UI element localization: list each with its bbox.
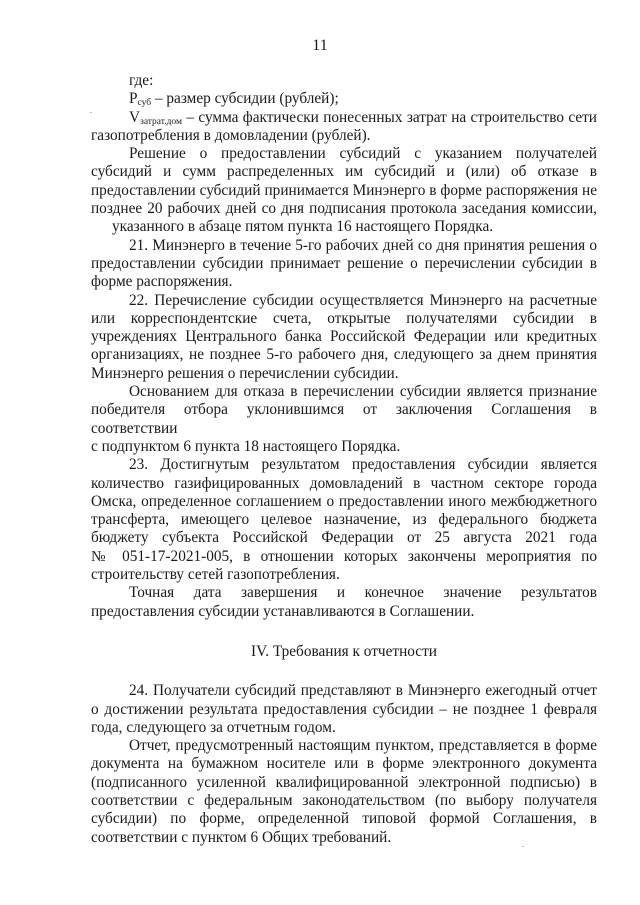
page-number: 11: [312, 37, 328, 54]
text-line: Основанием для отказа в перечислении субсидии является признание: [129, 383, 597, 401]
scan-speck: [522, 846, 524, 847]
paragraph-21-line: 21. Минэнерго в течение 5-го рабочих дней со дня принятия решения о: [129, 236, 597, 254]
text-line: газопотребления в домовладении (рублей).: [91, 126, 371, 144]
text-line: Отчет, предусмотренный настоящим пунктом, представляется в форме: [129, 737, 597, 755]
scan-speck: [90, 112, 92, 113]
paragraph-23-line: строительству сетей газопотребления.: [91, 566, 340, 584]
text-line: указанного в абзаце пятом пункта 16 настоящего Порядка.: [112, 218, 494, 236]
paragraph-22-line: Минэнерго решения о перечислении субсидии.: [91, 364, 399, 382]
subscript-sub: суб: [137, 98, 152, 109]
document-body: [91, 72, 597, 847]
paragraph-22-line: организациях, не позднее 5-го рабочего дня, следующего за днем принятия: [91, 346, 597, 364]
subscript-zatrat-dom: затрат.дом: [140, 116, 183, 127]
text-line: субсидий и сумм распределенных им субсидий и (или) об отказе в: [91, 163, 597, 181]
formula-term-p-sub: [91, 90, 597, 108]
paragraph-22-line: учреждениях Центрального банка Российской Федерации или кредитных: [91, 328, 597, 346]
paragraph-21-line: предоставлении субсидии принимает решение о перечислении субсидии в: [91, 254, 597, 272]
definition-text: – сумма фактически понесенных затрат на строительство сети: [182, 108, 597, 126]
text-line: Решение о предоставлении субсидий с указанием получателей: [129, 145, 597, 163]
text-line: документа на бумажном носителе или в форме электронного документа: [91, 755, 597, 773]
paragraph-23-line: Омска, определенное соглашением о предоставлении иного межбюджетного: [91, 492, 597, 510]
paragraph-21-line: форме распоряжения.: [91, 273, 233, 291]
paragraph-24-line: года, следующего за отчетным годом.: [91, 718, 336, 736]
text-line: позднее 20 рабочих дней со дня подписания протокола заседания комиссии,: [91, 200, 597, 218]
text-line: соответствии с пунктом 6 Общих требований.: [91, 828, 392, 846]
section-heading: IV. Требования к отчетности: [251, 642, 437, 660]
definition-text: – размер субсидии (рублей);: [151, 90, 339, 108]
text-line: где:: [129, 72, 154, 89]
paragraph-24-line: 24. Получатели субсидий представляют в Минэнерго ежегодный отчет: [129, 682, 597, 700]
formula-term-v-zatrat: [91, 109, 597, 127]
paragraph-23-line: 23. Достигнутым результатом предоставления субсидии является: [129, 456, 597, 474]
paragraph-22-line: или корреспондентские счета, открытые получателями субсидии в: [91, 309, 597, 327]
paragraph-23-line: трансферта, имеющего целевое назначение, из федерального бюджета: [91, 511, 597, 529]
text-line: соответствии с федеральным законодательством (по выбору получателя: [91, 791, 597, 809]
paragraph-22-line: 22. Перечисление субсидии осуществляется Минэнерго на расчетные: [129, 291, 597, 309]
text-line: предоставлении субсидий принимается Минэнерго в форме распоряжения не: [91, 181, 597, 199]
text-line: субсидии) по форме, определенной типовой формой Соглашения, в: [91, 810, 597, 828]
paragraph-23-line: бюджету субъекта Российской Федерации от 25 августа 2021 года: [91, 529, 597, 547]
text-line: с подпунктом 6 пункта 18 настоящего Порядка.: [91, 437, 401, 455]
paragraph-23-line: № 051-17-2021-005, в отношении которых закончены мероприятия по: [91, 547, 597, 565]
paragraph-23-line: количество газифицированных домовладений в частном секторе города: [91, 474, 597, 492]
text-line: (подписанного усиленной квалифицированной электронной подписью) в: [91, 773, 597, 791]
text-line: предоставления субсидии устанавливаются в Соглашении.: [91, 602, 475, 620]
symbol-v: V: [129, 108, 141, 126]
text-line: победителя отбора уклонившимся от заключения Соглашения в соответствии: [91, 401, 597, 437]
symbol-p: P: [129, 90, 138, 108]
paragraph-24-line: о достижении результата предоставления субсидии – не позднее 1 февраля: [91, 700, 597, 718]
text-line: Точная дата завершения и конечное значение результатов: [129, 584, 597, 602]
